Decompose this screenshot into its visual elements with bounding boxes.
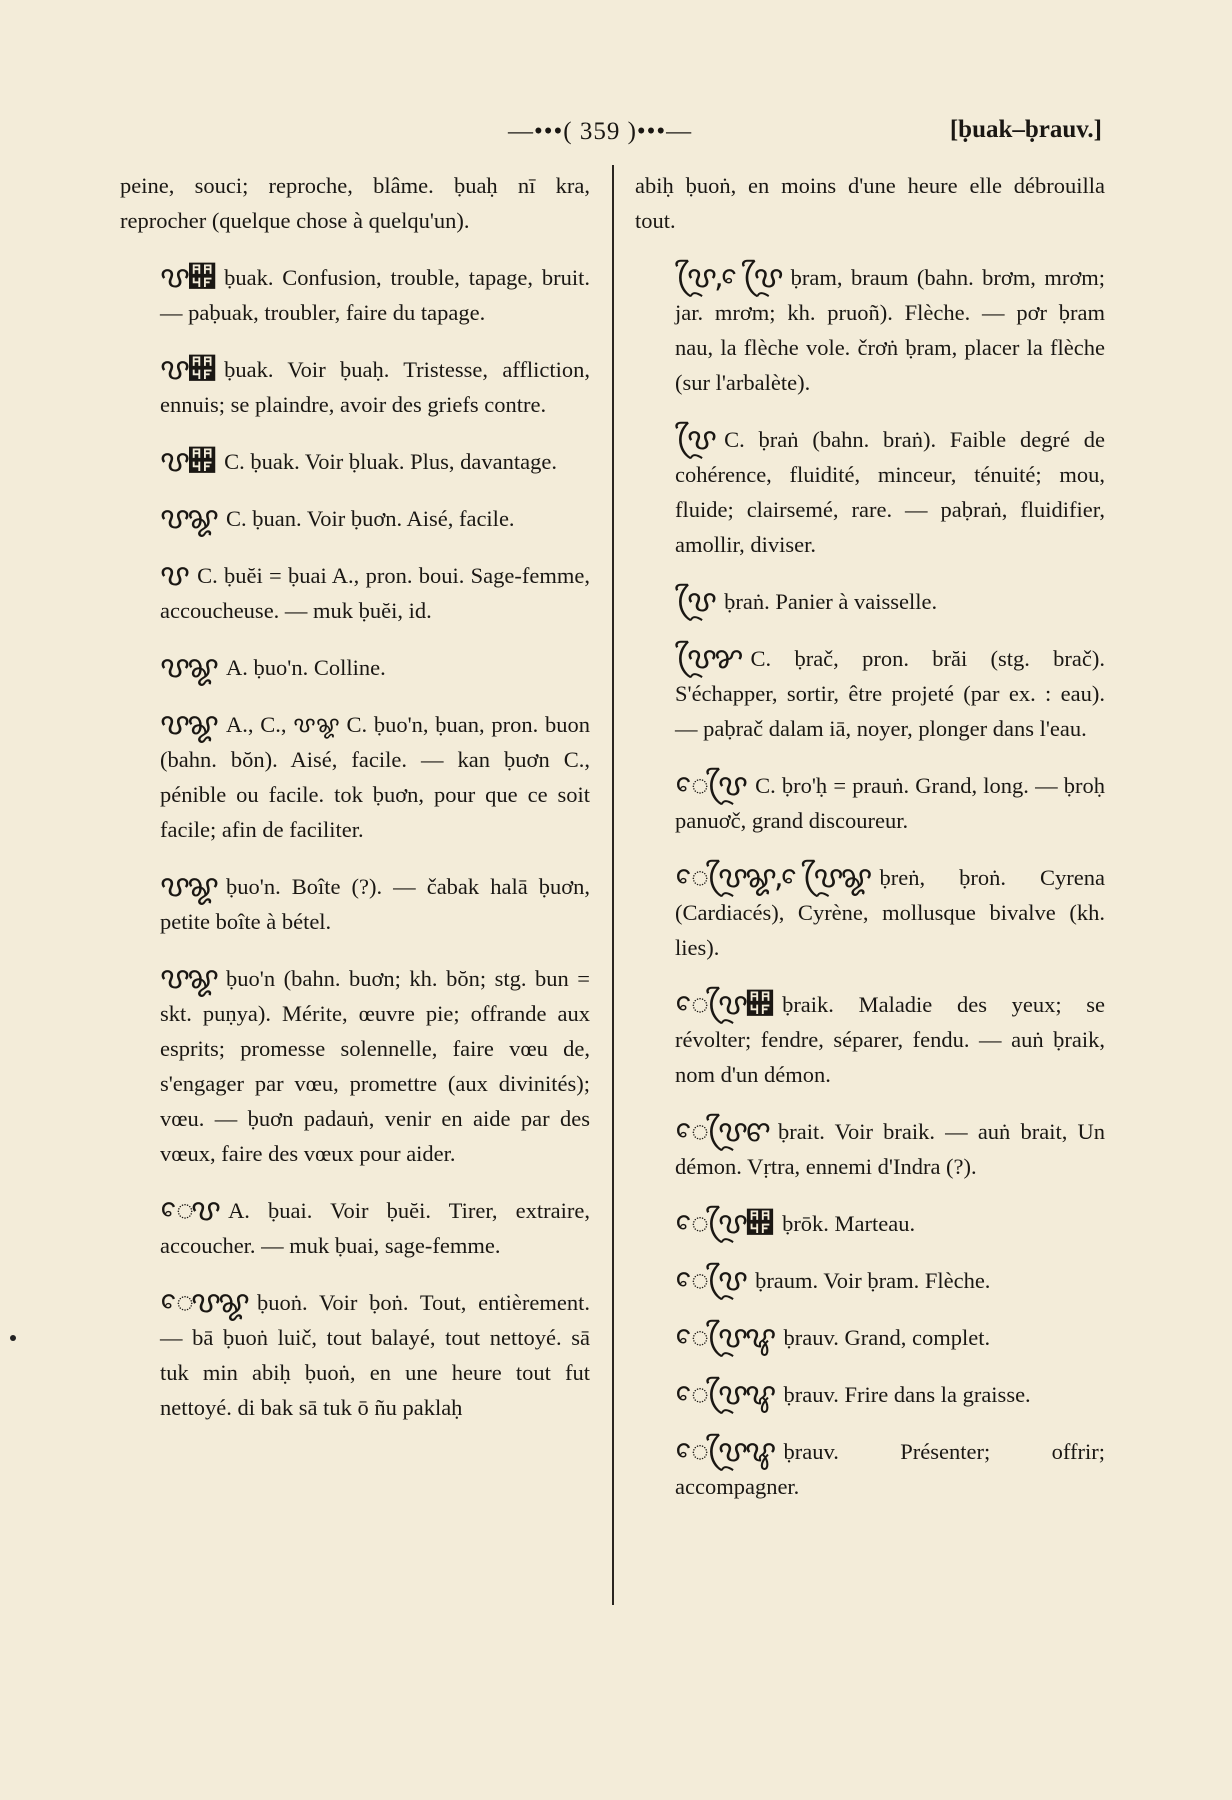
cham-script-glyph: ꨯꨝꨘ bbox=[160, 1285, 247, 1320]
cham-script-glyph: ꨝ꩏ bbox=[160, 260, 215, 295]
dictionary-entry bbox=[635, 260, 1105, 400]
cham-script-glyph: ꨝ꩏ bbox=[160, 444, 215, 479]
cham-script-glyph: ꨝꨴ bbox=[675, 422, 715, 457]
dictionary-entry bbox=[635, 1434, 1105, 1504]
entry-text: C. ḅuak. Voir ḅluak. Plus, davantage. bbox=[224, 449, 557, 474]
cham-script-glyph: ꨯꨝꨴ bbox=[675, 1263, 746, 1298]
entry-text: abiḥ ḅuoṅ, en moins d'une heure elle débrouilla tout. bbox=[635, 173, 1105, 233]
cham-script-glyph: ꨯꨝꨴꨥ bbox=[675, 1320, 774, 1355]
column-divider bbox=[612, 165, 614, 1605]
dictionary-entry bbox=[120, 352, 590, 422]
dictionary-entry bbox=[120, 869, 590, 939]
cham-script-glyph: ꨝꨘ bbox=[160, 869, 217, 904]
left-column bbox=[120, 168, 590, 1447]
entry-text: ḅrait. Voir braik. — auṅ brait, Un démon. Vṛtra, ennemi d'Indra (?). bbox=[675, 1119, 1105, 1179]
cham-script-glyph: ꨝꨴ bbox=[675, 584, 715, 619]
dictionary-entry bbox=[120, 1193, 590, 1263]
cham-script-glyph: ꨝꨘ bbox=[160, 961, 217, 996]
entry-text: C. ḅuĕi = ḅuai A., pron. boui. Sage-femme, accoucheuse. — muk ḅuĕi, id. bbox=[160, 563, 590, 623]
page-number: —•••( 359 )•••— bbox=[508, 118, 693, 145]
dictionary-entry bbox=[635, 1377, 1105, 1412]
running-head: [ḅuak–ḅrauv.] bbox=[949, 116, 1102, 143]
cham-script-glyph: ꨯꨝꨴ꩏ bbox=[675, 987, 773, 1022]
dictionary-entry bbox=[120, 501, 590, 536]
dictionary-entry bbox=[635, 860, 1105, 965]
dictionary-entry bbox=[120, 1285, 590, 1425]
cham-script-glyph: ꨯꨝꨴ bbox=[675, 768, 746, 803]
entry-text: ḅrauv. Grand, complet. bbox=[783, 1325, 991, 1350]
cham-script-glyph: ꨝꨴꨌ bbox=[675, 641, 741, 676]
dictionary-entry bbox=[635, 1320, 1105, 1355]
cham-script-glyph: ꨯꨝꨴꨘ, ꨯꨝꨴꨘ bbox=[675, 860, 870, 895]
entry-text: C. ḅraṅ (bahn. braṅ). Faible degré de cohérence, fluidité, minceur, ténuité; mou, fluide; clairsemé, rare. — paḅraṅ, fluidifier, amollir, diviser. bbox=[675, 427, 1105, 557]
dictionary-entry bbox=[635, 422, 1105, 562]
cham-script-glyph: ꨯꨝꨴ꩏ bbox=[675, 1206, 773, 1241]
entry-text: C. ḅro'ḥ = prauṅ. Grand, long. — ḅroḥ panuơč, grand discoureur. bbox=[675, 773, 1105, 833]
right-column bbox=[635, 168, 1105, 1526]
entry-text: C. ḅrač, pron. brăi (stg. brač). S'échapper, sortir, être projeté (par ex. : eau). — paḅrač dalam iā, noyer, plonger dans l'eau. bbox=[675, 646, 1105, 741]
dictionary-entry bbox=[635, 768, 1105, 838]
cham-script-glyph: ꨝꨘ bbox=[160, 707, 217, 742]
dictionary-entry bbox=[120, 260, 590, 330]
dictionary-entry bbox=[635, 987, 1105, 1092]
page-header bbox=[0, 118, 1232, 158]
cham-script-glyph: ꨝ꩏ bbox=[160, 352, 215, 387]
cham-script-glyph: ꨝ bbox=[160, 558, 188, 593]
dictionary-entry bbox=[635, 1114, 1105, 1184]
entry-text: peine, souci; reproche, blâme. ḅuaḥ nī kra, reprocher (quelque chose à quelqu'un). bbox=[120, 173, 590, 233]
cham-script-glyph: ꨝꨴ, ꨯꨝꨴ bbox=[675, 260, 781, 295]
dictionary-entry bbox=[635, 641, 1105, 746]
dictionary-entry bbox=[120, 961, 590, 1171]
entry-text: ḅraum. Voir ḅram. Flèche. bbox=[755, 1268, 991, 1293]
cham-script-glyph: ꨝꨘ bbox=[160, 650, 217, 685]
dictionary-entry bbox=[120, 650, 590, 685]
entry-text: ḅuo'n (bahn. buơn; kh. bŏn; stg. bun = skt. puṇya). Mérite, œuvre pie; offrande aux esprits; promesse solennelle, faire vœu de, s'engager par vœu, promettre (aux divinités); vœu. — ḅuơn padauṅ, venir en aide par des vœux, faire des vœux pour aider. bbox=[160, 966, 590, 1166]
entry-text: A. ḅuai. Voir ḅuĕi. Tirer, extraire, accoucher. — muk ḅuai, sage-femme. bbox=[160, 1198, 590, 1258]
entry-text: ḅreṅ, ḅroṅ. Cyrena (Cardiacés), Cyrène, mollusque bivalve (kh. lies). bbox=[675, 865, 1105, 960]
entry-text: ḅuak. Confusion, trouble, tapage, bruit. — paḅuak, troubler, faire du tapage. bbox=[160, 265, 590, 325]
entry-text: C. ḅuan. Voir ḅuơn. Aisé, facile. bbox=[226, 506, 515, 531]
entry-text: ḅram, braum (bahn. brơm, mrơm; jar. mrơm; kh. pruoñ). Flèche. — pơr ḅram nau, la flèche vole. črơṅ ḅram, placer la flèche (sur l'arbalète). bbox=[675, 265, 1105, 395]
dictionary-entry bbox=[635, 584, 1105, 619]
entry-text: ḅuak. Voir ḅuaḥ. Tristesse, affliction, ennuis; se plaindre, avoir des griefs contre. bbox=[160, 357, 590, 417]
entry-text: ḅraik. Maladie des yeux; se révolter; fendre, séparer, fendu. — auṅ ḅraik, nom d'un démon. bbox=[675, 992, 1105, 1087]
dictionary-entry bbox=[635, 1206, 1105, 1241]
entry-text: ḅrōk. Marteau. bbox=[782, 1211, 916, 1236]
entry-text: ḅuoṅ. Voir ḅoṅ. Tout, entièrement. — bā ḅuoṅ luič, tout balayé, tout nettoyé. sā tuk min abiḥ ḅuoṅ, en une heure tout fut nettoyé. di bak sā tuk ō ñu paklaḥ bbox=[160, 1290, 590, 1420]
entry-text: ḅuo'n. Boîte (?). — čabak halā ḅuơn, petite boîte à bétel. bbox=[160, 874, 590, 934]
entry-text: ḅrauv. Présenter; offrir; accompagner. bbox=[675, 1439, 1105, 1499]
entry-text: ḅrauv. Frire dans la graisse. bbox=[783, 1382, 1031, 1407]
dictionary-entry bbox=[120, 444, 590, 479]
dictionary-entry bbox=[635, 168, 1105, 238]
dictionary-entry bbox=[120, 707, 590, 847]
cham-script-glyph: ꨯꨝꨴꨥ bbox=[675, 1377, 774, 1412]
cham-script-glyph: ꨯꨝꨴꨓ bbox=[675, 1114, 768, 1149]
entry-text: A. ḅuo'n. Colline. bbox=[226, 655, 386, 680]
dictionary-entry bbox=[120, 168, 590, 238]
cham-script-glyph: ꨝꨘ bbox=[160, 501, 217, 536]
dictionary-entry bbox=[120, 558, 590, 628]
margin-mark bbox=[10, 1335, 16, 1341]
cham-script-glyph: ꨯꨝ bbox=[160, 1193, 219, 1228]
entry-text: A., C., ꨝꨘ C. ḅuo'n, ḅuan, pron. buon (bahn. bŏn). Aisé, facile. — kan ḅuơn C., pénible ou facile. tok ḅuơn, pour que ce soit facile; afin de faciliter. bbox=[160, 712, 590, 842]
dictionary-entry bbox=[635, 1263, 1105, 1298]
entry-text: ḅraṅ. Panier à vaisselle. bbox=[724, 589, 938, 614]
cham-script-glyph: ꨯꨝꨴꨥ bbox=[675, 1434, 774, 1469]
